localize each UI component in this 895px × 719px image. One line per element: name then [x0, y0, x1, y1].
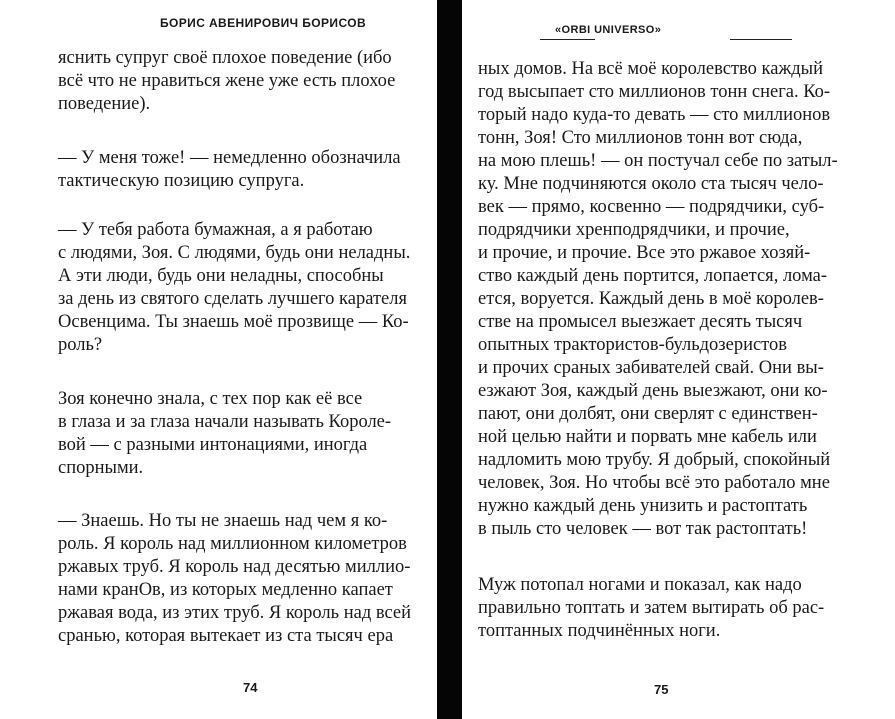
text-line: спорными. [58, 458, 144, 478]
text-line: Освенцима. Ты знаешь моё прозвище — Ко- [58, 312, 409, 332]
text-line: ку. Мне подчиняются около ста тысяч чело- [478, 174, 824, 194]
text-line: А эти люди, будь они неладны, способны [58, 266, 384, 286]
text-line: вой — с разными интонациями, иногда [58, 435, 368, 455]
text-line: в глаза и за глаза начали называть Короле- [58, 412, 392, 432]
text-line: пают, они долбят, они сверлят с единствен- [478, 404, 818, 424]
text-line: яснить супруг своё плохое поведение (ибо [58, 48, 392, 68]
text-line: год высыпает сто миллионов тонн снега. Ко- [478, 82, 831, 102]
text-line: на мою плешь! — он постучал себе по затыл- [478, 151, 838, 171]
text-line: — Знаешь. Но ты не знаешь над чем я ко- [58, 511, 388, 531]
text-line: Муж потопал ногами и показал, как надо [478, 575, 802, 595]
text-line: подрядчики хренподрядчики, и прочие, [478, 220, 790, 240]
text-line: поведение). [58, 94, 151, 114]
text-line: ржавая вода, из этих труб. Я король над всей [58, 603, 412, 623]
text-line: — У тебя работа бумажная, а я работаю [58, 220, 373, 240]
left-running-header: БОРИС АВЕНИРОВИЧ БОРИСОВ [160, 16, 367, 30]
text-line: и прочие, и прочие. Все это ржавое хозяй- [478, 243, 811, 263]
text-line: сранью, которая вытекает из ста тысяч ера [58, 626, 394, 646]
text-line: езжают Зоя, каждый день выезжают, они ко- [478, 381, 828, 401]
text-line: — У меня тоже! — немедленно обозначила [58, 148, 401, 168]
text-line: ных домов. На всё моё королевство каждый [478, 59, 823, 79]
text-line: за день из святого сделать лучшего карателя [58, 289, 407, 309]
text-line: в пыль сто человек — вот так растоптать! [478, 519, 808, 539]
text-line: нами кранОв, из которых медленно капает [58, 580, 393, 600]
book-gutter [437, 0, 462, 719]
right-page-number: 75 [654, 682, 669, 697]
right-running-header: «ORBI UNIVERSO» [555, 24, 662, 36]
text-line: нужно каждый день унизить и растоптать [478, 496, 808, 516]
text-line: опытных трактористов-бульдозеристов [478, 335, 788, 355]
text-line: роль. Я король над миллионном километров [58, 534, 407, 554]
text-line: ной целью найти и порвать мне кабель или [478, 427, 817, 447]
left-page-number: 74 [243, 680, 258, 695]
text-line: тактическую позицию супруга. [58, 171, 305, 191]
header-rule-left-segment [540, 39, 595, 40]
text-line: надломить мою трубу. Я добрый, спокойный [478, 450, 831, 470]
text-line: с людями, Зоя. С людями, будь они неладны. [58, 243, 411, 263]
text-line: Зоя конечно знала, с тех пор как её все [58, 389, 363, 409]
text-line: ется, воруется. Каждый день в моё королев- [478, 289, 824, 309]
header-rule-right-segment [730, 39, 792, 40]
text-line: правильно топтать и затем вытирать об рас- [478, 598, 825, 618]
text-line: век — прямо, косвенно — подрядчики, суб- [478, 197, 825, 217]
text-line: торый надо куда-то девать — сто миллионов [478, 105, 831, 125]
text-line: роль? [58, 335, 103, 355]
text-line: стве на промысел выезжает десять тысяч [478, 312, 803, 332]
text-line: тонн, Зоя! Сто миллионов тонн вот сюда, [478, 128, 803, 148]
text-line: всё что не нравиться жене уже есть плохое [58, 71, 396, 91]
text-line: ржавых труб. Я король над десятью миллио- [58, 557, 411, 577]
text-line: и прочих сраных забивателей свай. Они вы- [478, 358, 824, 378]
text-line: ство каждый день портится, лопается, лома- [478, 266, 828, 286]
text-line: человек, Зоя. Но чтобы всё это работало мне [478, 473, 830, 493]
text-line: топтанных подчинённых ноги. [478, 621, 721, 641]
